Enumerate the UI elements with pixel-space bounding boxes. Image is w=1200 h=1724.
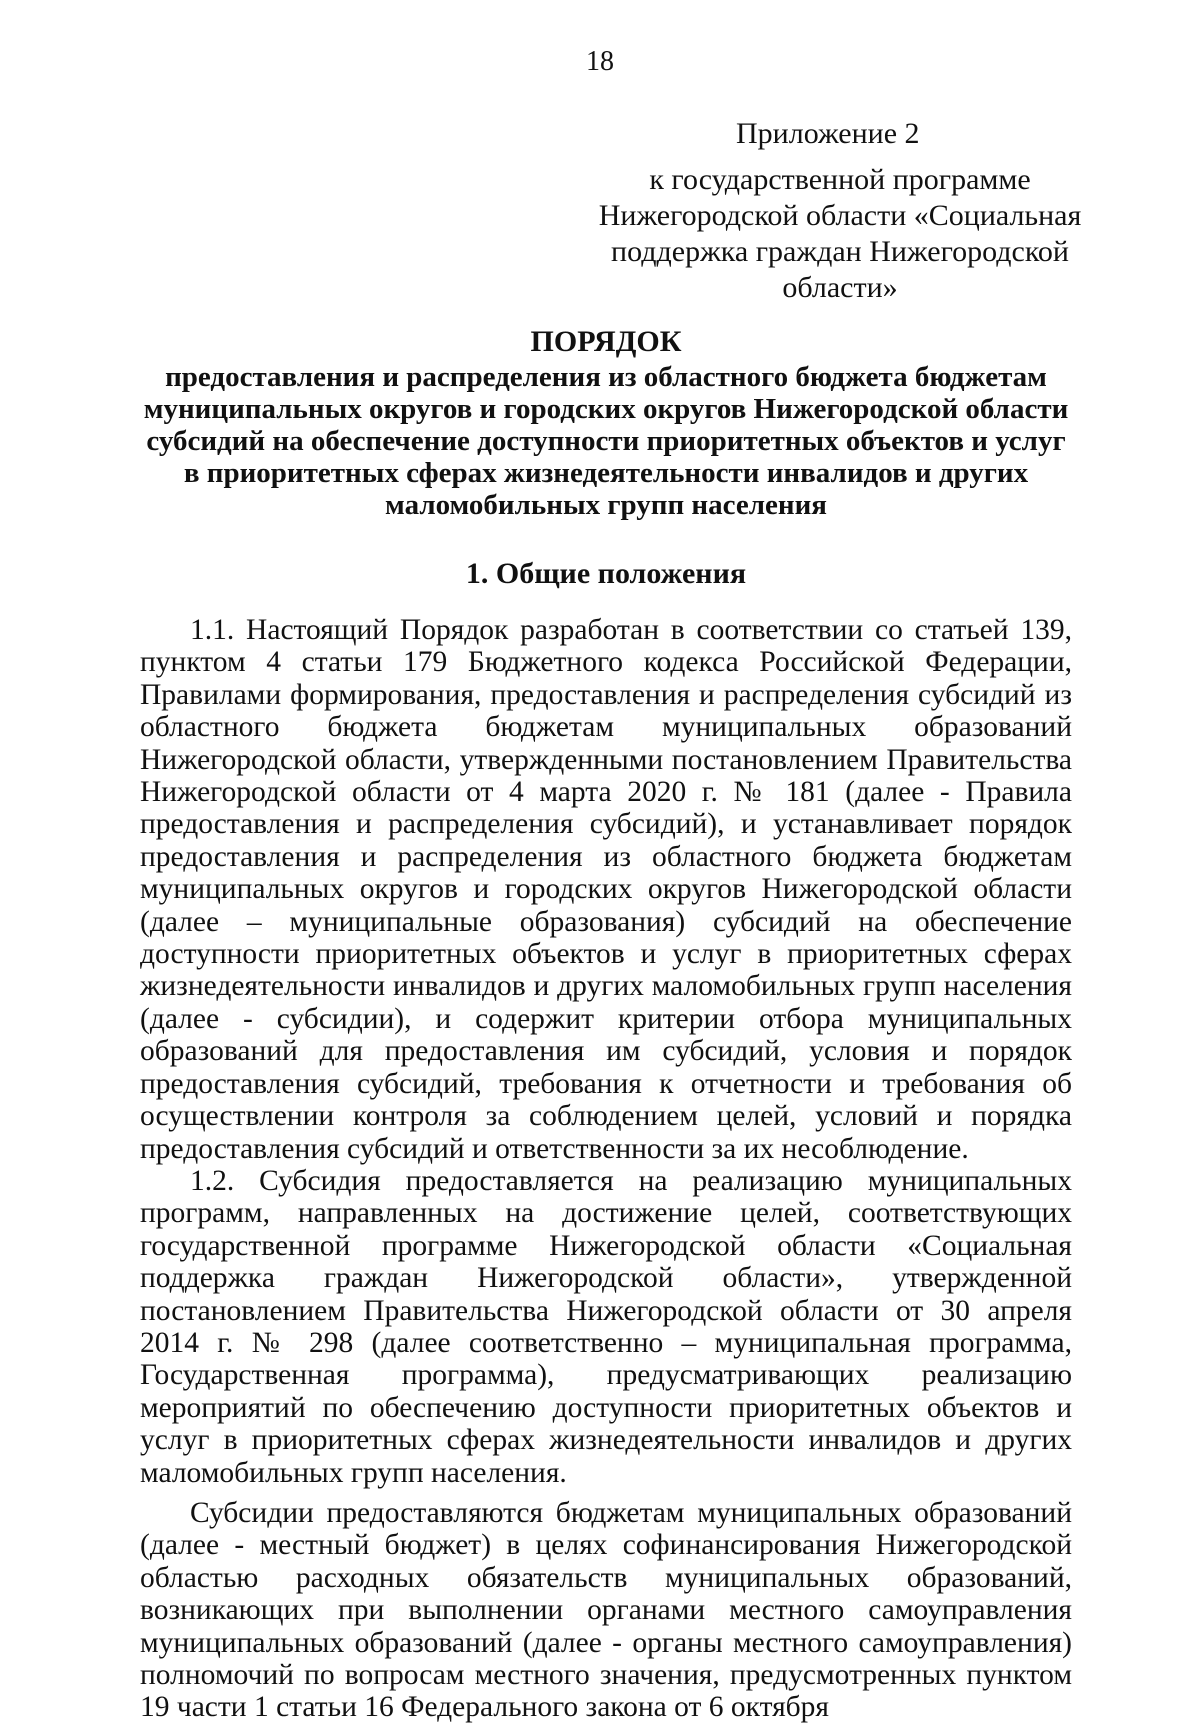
paragraph-1-1: 1.1. Настоящий Порядок разработан в соответствии со статьей 139, пунктом 4 статьи 179 Бюджетного кодекса Российской Федерации, Правилами формирования, предоставления и распределения субсидий из областного бюджета бюджетам муниципальных образований Нижегородской области, утвержденными постановлением Правительства Нижегородской области от 4 марта 2020 г. № 181 (далее - Правила предоставления и распределения субсидий), и устанавливает порядок предоставления и распределения из областного бюджета бюджетам муниципальных округов и городских округов Нижегородской области (далее – муниципальные образования) субсидий на обеспечение доступности приоритетных объектов и услуг в приоритетных сферах жизнедеятельности инвалидов и других маломобильных групп населения (далее - субсидии), и содержит критерии отбора муниципальных образований для предоставления им субсидий, условия и порядок предоставления субсидий, требования к отчетности и требования об осуществлении контроля за соблюдением целей, условий и порядка предоставления субсидий и ответственности за их несоблюдение. [140, 614, 1072, 1165]
paragraph-1-2: 1.2. Субсидия предоставляется на реализацию муниципальных программ, направленных на достижение целей, соответствующих государственной программе Нижегородской области «Социальная поддержка граждан Нижегородской области», утвержденной постановлением Правительства Нижегородской области от 30 апреля 2014 г. № 298 (далее соответственно – муниципальная программа, Государственная программа), предусматривающих реализацию мероприятий по обеспечению доступности приоритетных объектов и услуг в приоритетных сферах жизнедеятельности инвалидов и других маломобильных групп населения. [140, 1164, 1072, 1489]
document-title: ПОРЯДОК [530, 325, 682, 358]
appendix-reference: к государственной программе Нижегородской области «Социальная поддержка граждан Нижегородской области» [598, 163, 1082, 304]
paragraph-subsidies: Субсидии предоставляются бюджетам муниципальных образований (далее - местный бюджет) в целях софинансирования Нижегородской областью расходных обязательств муниципальных образований, возникающих при выполнении органами местного самоуправления муниципальных образований (далее - органы местного самоуправления) полномочий по вопросам местного значения, предусмотренных пунктом 19 части 1 статьи 16 Федерального закона от 6 октября [140, 1496, 1072, 1724]
section-heading: 1. Общие положения [465, 557, 747, 590]
appendix-label: Приложение 2 [736, 117, 920, 150]
page-number: 18 [586, 46, 614, 77]
document-subtitle: предоставления и распределения из областного бюджета бюджетам муниципальных округов и городских округов Нижегородской области субсидий на обеспечение доступности приоритетных объектов и услуг в приоритетных сферах жизнедеятельности инвалидов и других маломобильных групп населения [143, 361, 1069, 521]
body-text [140, 614, 1072, 1724]
